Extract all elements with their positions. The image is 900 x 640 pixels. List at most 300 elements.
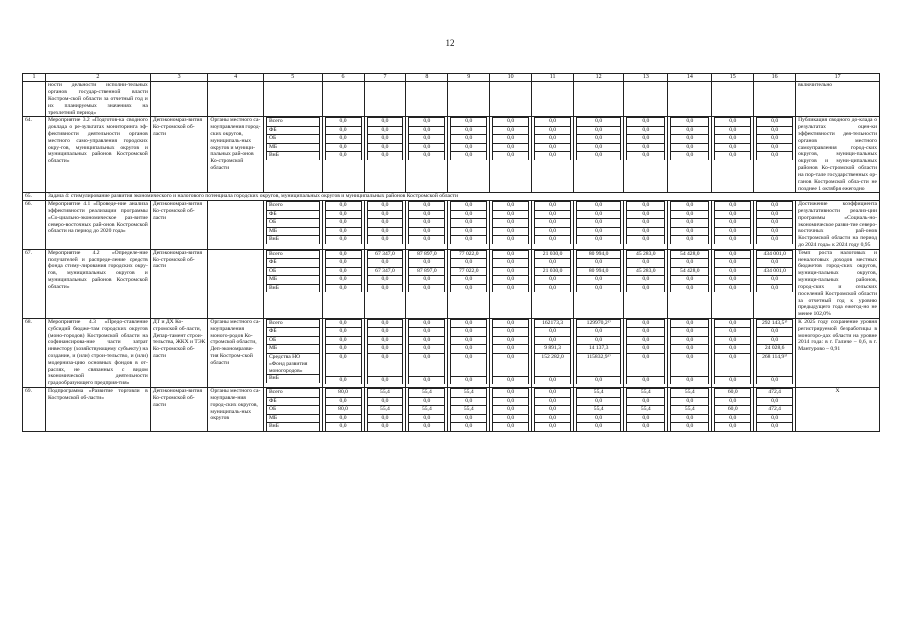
funding-value: 0,0	[577, 336, 621, 345]
funding-value-column	[406, 388, 448, 432]
funding-source-label: Средства НО «Фонд развития моногородов»	[266, 353, 319, 374]
funding-value: 0,0	[671, 276, 709, 285]
expected-result: Темп роста налоговых и неналоговых доходов местных бюджетов город-ских округов, муници-пальных округов, муници-пальных районов, город-ских и сельских поселений Костромской области за отчетный год к уровню предыдущего года ежегод-но не менее 102,0%	[796, 249, 880, 318]
funding-value-column	[668, 117, 712, 193]
funding-value: 0,0	[451, 423, 487, 431]
row-number	[23, 82, 46, 117]
funding-value: 0,0	[577, 219, 621, 228]
table-row	[23, 388, 880, 432]
funding-value: 0,0	[715, 143, 751, 152]
funding-value-column	[712, 117, 754, 193]
funding-value: 0,0	[627, 376, 665, 384]
task-title: Задача 4: стимулирование развития экономического и налогового потенциала городских округов, муниципальных округов и муниципальных районов Костромской области	[46, 193, 880, 201]
funding-value: 0,0	[535, 118, 571, 127]
empty-cell	[754, 82, 796, 117]
funding-value: 0,0	[627, 336, 665, 345]
funding-value: 0,0	[627, 210, 665, 219]
funding-value-column	[574, 117, 624, 193]
funding-value: 0,0	[627, 118, 665, 127]
empty-cell	[624, 82, 668, 117]
funding-value: 0,0	[493, 236, 529, 244]
table-row	[23, 201, 880, 250]
funding-value: 87 897,0	[409, 250, 445, 259]
funding-value: 0,0	[409, 143, 445, 152]
funding-source-label: ВнБ	[266, 152, 319, 160]
funding-source-label: ВнБ	[266, 423, 319, 431]
funding-value-column	[448, 117, 490, 193]
funding-value: 0,0	[493, 126, 529, 135]
funding-value-column	[322, 117, 364, 193]
funding-value: 292 143,5¹⁾	[757, 319, 793, 328]
funding-value: 0,0	[409, 227, 445, 236]
column-number-7: 7	[364, 74, 406, 82]
funding-value: 0,0	[409, 126, 445, 135]
funding-value: 0,0	[671, 284, 709, 292]
funding-value: 0,0	[715, 227, 751, 236]
funding-value: 0,0	[535, 126, 571, 135]
funding-value: 0,0	[451, 276, 487, 285]
page-number: 12	[445, 38, 455, 48]
funding-sources	[263, 117, 322, 193]
funding-value: 9 891,3	[535, 345, 571, 354]
funding-value: 0,0	[493, 259, 529, 268]
funding-value: 0,0	[367, 152, 403, 160]
funding-value: 0,0	[367, 319, 403, 328]
funding-value: 0,0	[409, 135, 445, 144]
funding-value: 0,0	[451, 397, 487, 406]
funding-value-column	[754, 249, 796, 318]
funding-value: 0,0	[715, 118, 751, 127]
funding-sources	[263, 249, 322, 318]
funding-value: 0,0	[535, 236, 571, 244]
funding-value: 0,0	[325, 227, 361, 236]
funding-value: 45 283,0	[627, 267, 665, 276]
empty-cell	[712, 82, 754, 117]
activity-name: Мероприятие 4.2 «Определе-ние получателей и распреде-ление средств фонда стиму-лирования городских окру-гов, муниципальных округов и муниципальных районов Костромской области»	[46, 249, 151, 318]
funding-value: 0,0	[451, 328, 487, 337]
funding-value: 0,0	[715, 328, 751, 337]
funding-value: 0,0	[325, 414, 361, 423]
funding-value: 0,0	[577, 152, 621, 160]
expected-result: Достижение коэффициента результативности реализ-ции программы «Социаль-но-экономическое разви-тие северо-восточных рай-онов Костромской области на период до 2024 года» к 2024 году 0,95	[796, 201, 880, 250]
funding-value-column	[448, 249, 490, 318]
funding-value-column	[406, 201, 448, 250]
funding-value: 0,0	[493, 227, 529, 236]
funding-value: 55,4	[671, 406, 709, 415]
funding-value: 0,0	[671, 143, 709, 152]
funding-value: 0,0	[577, 414, 621, 423]
funding-value: 0,0	[535, 328, 571, 337]
funding-value: 0,0	[757, 328, 793, 337]
column-number-15: 15	[712, 74, 754, 82]
funding-value-column	[490, 117, 532, 193]
funding-value: 0,0	[367, 202, 403, 211]
funding-value-column	[574, 201, 624, 250]
expected-result: Х	[796, 388, 880, 432]
empty-cell	[490, 82, 532, 117]
funding-value: 0,0	[409, 423, 445, 431]
funding-value: 0,0	[493, 118, 529, 127]
funding-value: 0,0	[627, 135, 665, 144]
funding-value: 0,0	[493, 345, 529, 354]
funding-value: 0,0	[757, 152, 793, 160]
funding-value: 0,0	[715, 267, 751, 276]
funding-value: 0,0	[409, 152, 445, 160]
funding-value: 0,0	[409, 414, 445, 423]
funding-value-column	[406, 249, 448, 318]
funding-value: 0,0	[577, 126, 621, 135]
empty-cell	[150, 82, 208, 117]
funding-value: 0,0	[671, 126, 709, 135]
funding-value: 0,0	[325, 143, 361, 152]
funding-value: 0,0	[325, 276, 361, 285]
funding-source-label: Всего	[266, 250, 319, 259]
funding-value: 0,0	[715, 152, 751, 160]
funding-value: 54 428,0	[671, 250, 709, 259]
funding-value: 0,0	[577, 397, 621, 406]
funding-value: 0,0	[757, 397, 793, 406]
funding-value: 0,0	[409, 397, 445, 406]
funding-value: 0,0	[577, 202, 621, 211]
funding-value-column	[406, 318, 448, 387]
funding-source-label: ВнБ	[266, 284, 319, 292]
funding-value: 77 022,0	[451, 250, 487, 259]
empty-cell	[263, 82, 322, 117]
funding-value: 0,0	[535, 135, 571, 144]
funding-value: 0,0	[627, 328, 665, 337]
funding-value: 0,0	[671, 414, 709, 423]
funding-value: 0,0	[325, 284, 361, 292]
funding-value: 0,0	[535, 219, 571, 228]
funding-source-label: МБ	[266, 143, 319, 152]
table-row	[23, 117, 880, 193]
funding-value-column	[322, 201, 364, 250]
funding-value: 0,0	[671, 397, 709, 406]
funding-value: 0,0	[535, 227, 571, 236]
funding-value-column	[532, 318, 574, 387]
funding-value: 0,0	[325, 259, 361, 268]
executor: ДТ и ДХ Ко-стромской об-ласти, Депар-тамент строи-тельства, ЖКХ и ТЭК Ко-стромской об-ласти	[150, 318, 208, 387]
funding-value: 0,0	[451, 143, 487, 152]
funding-value: 0,0	[325, 353, 361, 376]
funding-value-column	[532, 388, 574, 432]
column-number-row	[23, 74, 880, 82]
funding-value: 0,0	[627, 353, 665, 376]
funding-value: 0,0	[627, 284, 665, 292]
funding-value: 0,0	[367, 423, 403, 431]
funding-value: 0,0	[451, 414, 487, 423]
funding-value: 0,0	[577, 284, 621, 292]
funding-value: 87 897,0	[409, 267, 445, 276]
funding-value: 0,0	[493, 210, 529, 219]
funding-value: 0,0	[715, 259, 751, 268]
funding-value: 0,0	[627, 236, 665, 244]
funding-value: 0,0	[757, 376, 793, 384]
funding-value: 0,0	[367, 135, 403, 144]
funding-value: 0,0	[715, 250, 751, 259]
funding-value: 0,0	[493, 423, 529, 431]
funding-value: 0,0	[325, 345, 361, 354]
funding-value-column	[364, 318, 406, 387]
funding-value: 0,0	[325, 219, 361, 228]
funding-value: 0,0	[451, 202, 487, 211]
funding-value-column	[574, 249, 624, 318]
funding-value: 0,0	[409, 284, 445, 292]
funding-value: 0,0	[671, 219, 709, 228]
funding-value: 0,0	[627, 276, 665, 285]
funding-value: 0,0	[535, 376, 571, 384]
column-number-16: 16	[754, 74, 796, 82]
funding-value: 55,4	[451, 389, 487, 398]
funding-value: 0,0	[577, 236, 621, 244]
funding-value: 0,0	[325, 202, 361, 211]
column-number-3: 3	[150, 74, 208, 82]
funding-source-label: МБ	[266, 414, 319, 423]
activity-name: Мероприятие 4.3 «Предо-ставление субсидий бюдже-там городских округов (моно-городов) Костромской области на софинансирова-ние части затрат инвестору (хозяйствующему субъекту) на создание, и (или) строи-тельство, и (или) модерниза-цию основных фондов в от-раслях, не связанных с видом экономической деятельности градообразующего предприя-тия»	[46, 318, 151, 387]
funding-value: 0,0	[577, 423, 621, 431]
funding-value-column	[532, 201, 574, 250]
funding-value-column	[364, 249, 406, 318]
funding-value: 0,0	[493, 319, 529, 328]
funding-value-column	[624, 249, 668, 318]
funding-source-label: МБ	[266, 227, 319, 236]
funding-value: 0,0	[577, 328, 621, 337]
funding-value-column	[364, 388, 406, 432]
funding-value: 0,0	[409, 328, 445, 337]
funding-value-column	[364, 117, 406, 193]
funding-value: 0,0	[671, 210, 709, 219]
funding-value: 0,0	[451, 259, 487, 268]
participants	[208, 201, 264, 250]
activity-name: Подпрограмма «Развитие торговли в Костромской об-ласти»	[46, 388, 151, 432]
funding-value: 0,0	[409, 219, 445, 228]
activity-name: Мероприятие 3.2 «Подготов-ка сводного доклада о ре-зультатах мониторинга эф-фективности деятельности органов местного само-управления городских окру-гов, муниципальных округов и муниципальных районов Костромской области»	[46, 117, 151, 193]
funding-value: 0,0	[493, 219, 529, 228]
funding-value: 0,0	[367, 328, 403, 337]
table-row	[23, 318, 880, 387]
funding-value: 0,0	[535, 414, 571, 423]
funding-value: 21 030,0	[535, 250, 571, 259]
funding-value: 0,0	[671, 345, 709, 354]
funding-value: 0,0	[493, 152, 529, 160]
column-number-5: 5	[263, 74, 322, 82]
funding-value: 0,0	[715, 414, 751, 423]
funding-value: 434 001,0	[757, 267, 793, 276]
funding-value: 0,0	[577, 259, 621, 268]
funding-value: 0,0	[715, 236, 751, 244]
funding-value: 0,0	[493, 336, 529, 345]
funding-value-column	[574, 318, 624, 387]
funding-value-column	[532, 117, 574, 193]
funding-value: 0,0	[451, 227, 487, 236]
funding-value-column	[624, 388, 668, 432]
funding-value-column	[490, 201, 532, 250]
funding-value: 0,0	[671, 376, 709, 384]
funding-value: 67 347,0	[367, 250, 403, 259]
funding-value: 0,0	[493, 202, 529, 211]
funding-value: 55,4	[627, 389, 665, 398]
funding-source-label: ОБ	[266, 336, 319, 345]
funding-value: 0,0	[757, 135, 793, 144]
funding-value-column	[712, 201, 754, 250]
funding-value: 472,4	[757, 406, 793, 415]
funding-value: 0,0	[367, 227, 403, 236]
funding-value: 162173,3	[535, 319, 571, 328]
activity-name: ности дельности исполни-тельных органов государ-ственной власти Костром-ской области за отчетный год и их планируемых значениях на трехлетний период»	[46, 82, 151, 117]
funding-value: 0,0	[627, 219, 665, 228]
funding-value-column	[712, 318, 754, 387]
funding-value: 0,0	[671, 259, 709, 268]
funding-value-column	[532, 249, 574, 318]
funding-value: 0,0	[535, 389, 571, 398]
funding-sources	[263, 201, 322, 250]
funding-value: 0,0	[627, 319, 665, 328]
funding-value: 0,0	[535, 423, 571, 431]
column-number-11: 11	[532, 74, 574, 82]
funding-value: 0,0	[715, 376, 751, 384]
funding-value: 0,0	[715, 284, 751, 292]
program-table	[22, 73, 880, 432]
funding-source-label: Всего	[266, 202, 319, 211]
participants	[208, 249, 264, 318]
participants: Органы местного са-моуправления моного-родов Ко-стромской области, Деп-экономразви-тия Костром-ской области	[208, 318, 264, 387]
funding-value: 0,0	[757, 143, 793, 152]
funding-source-label: МБ	[266, 345, 319, 354]
column-number-8: 8	[406, 74, 448, 82]
funding-value: 24 028,6	[757, 345, 793, 354]
funding-value: 67 347,0	[367, 267, 403, 276]
funding-value: 0,0	[367, 414, 403, 423]
funding-value: 0,0	[493, 135, 529, 144]
funding-value: 0,0	[627, 143, 665, 152]
funding-value: 14 137,3	[577, 345, 621, 354]
funding-value: 0,0	[367, 345, 403, 354]
funding-value: 0,0	[325, 210, 361, 219]
funding-value: 0,0	[493, 376, 529, 384]
funding-value: 0,0	[325, 319, 361, 328]
funding-value: 0,0	[671, 152, 709, 160]
funding-value: 0,0	[757, 336, 793, 345]
funding-value: 0,0	[367, 210, 403, 219]
funding-source-label: ОБ	[266, 267, 319, 276]
funding-value: 0,0	[715, 397, 751, 406]
funding-value: 0,0	[367, 376, 403, 384]
funding-source-label: ФБ	[266, 328, 319, 337]
funding-value: 80 994,0	[577, 267, 621, 276]
funding-value: 0,0	[535, 336, 571, 345]
funding-value: 0,0	[757, 259, 793, 268]
funding-value-column	[754, 201, 796, 250]
funding-value-column	[406, 117, 448, 193]
row-number: 64.	[23, 117, 46, 193]
funding-value: 0,0	[493, 276, 529, 285]
funding-value: 0,0	[325, 250, 361, 259]
funding-value: 0,0	[493, 397, 529, 406]
funding-value: 0,0	[627, 152, 665, 160]
funding-value: 0,0	[627, 227, 665, 236]
funding-value: 0,0	[409, 376, 445, 384]
column-number-1: 1	[23, 74, 46, 82]
funding-value: 0,0	[671, 423, 709, 431]
funding-value: 0,0	[577, 135, 621, 144]
funding-value-column	[490, 388, 532, 432]
funding-value: 0,0	[493, 353, 529, 376]
funding-value: 0,0	[757, 276, 793, 285]
funding-value-column	[668, 201, 712, 250]
funding-value: 0,0	[671, 202, 709, 211]
funding-value: 0,0	[409, 345, 445, 354]
funding-value: 0,0	[535, 276, 571, 285]
expected-result: К 2025 году сохранение уровня регистрируемой безработицы в моногоро-дах области на уровне 2014 года: в г. Галиче – 0,6, в г. Мантурово – 0,91	[796, 318, 880, 387]
participants: Органы местного са-моуправления город-ских округов, муниципаль-ных округов и муници-пальных рай-онов Ко-стромской области	[208, 117, 264, 193]
funding-value: 0,0	[451, 319, 487, 328]
funding-source-label: Всего	[266, 118, 319, 127]
row-number: 67.	[23, 249, 46, 318]
funding-value: 0,0	[627, 126, 665, 135]
funding-value: 0,0	[627, 397, 665, 406]
funding-value: 55,4	[367, 406, 403, 415]
funding-value: 0,0	[715, 135, 751, 144]
funding-value: 0,0	[627, 202, 665, 211]
funding-value: 0,0	[325, 336, 361, 345]
funding-sources	[263, 318, 322, 387]
funding-value: 0,0	[451, 219, 487, 228]
funding-value: 0,0	[325, 267, 361, 276]
participants: Органы местного са-моуправле-ния город-ских округов, муниципаль-ных округов	[208, 388, 264, 432]
funding-value: 0,0	[671, 353, 709, 376]
funding-value: 0,0	[325, 376, 361, 384]
funding-value: 0,0	[451, 152, 487, 160]
funding-value: 0,0	[671, 328, 709, 337]
funding-value: 268 114,9¹⁾	[757, 353, 793, 376]
funding-value: 0,0	[577, 143, 621, 152]
funding-value-column	[668, 388, 712, 432]
funding-value: 0,0	[451, 135, 487, 144]
executor: Депэкономраз-вития Ко-стромской об-ласти	[150, 249, 208, 318]
funding-value: 129970,2¹⁾	[577, 319, 621, 328]
funding-value: 152 282,0	[535, 353, 571, 376]
funding-value-column	[448, 318, 490, 387]
funding-value-column	[322, 249, 364, 318]
funding-value: 0,0	[409, 259, 445, 268]
funding-value: 0,0	[325, 328, 361, 337]
funding-value-column	[364, 201, 406, 250]
funding-source-label: ОБ	[266, 219, 319, 228]
empty-cell	[364, 82, 406, 117]
funding-value-column	[322, 388, 364, 432]
task-row	[23, 193, 880, 201]
funding-value: 0,0	[535, 284, 571, 292]
funding-source-label: ВнБ	[266, 236, 319, 244]
funding-value: 55,4	[409, 389, 445, 398]
funding-value: 0,0	[451, 210, 487, 219]
funding-value: 0,0	[493, 143, 529, 152]
funding-value: 0,0	[367, 236, 403, 244]
funding-value: 55,4	[409, 406, 445, 415]
funding-value: 0,0	[715, 219, 751, 228]
funding-value: 0,0	[493, 284, 529, 292]
column-number-12: 12	[574, 74, 624, 82]
funding-value: 0,0	[451, 284, 487, 292]
funding-value: 0,0	[671, 236, 709, 244]
funding-source-label: МБ	[266, 276, 319, 285]
funding-value: 0,0	[715, 353, 751, 376]
empty-cell	[322, 82, 364, 117]
executor: Депэкономраз-вития Ко-стромской об-ласти	[150, 388, 208, 432]
funding-value: 0,0	[715, 345, 751, 354]
funding-value: 0,0	[671, 135, 709, 144]
table-row	[23, 82, 880, 117]
